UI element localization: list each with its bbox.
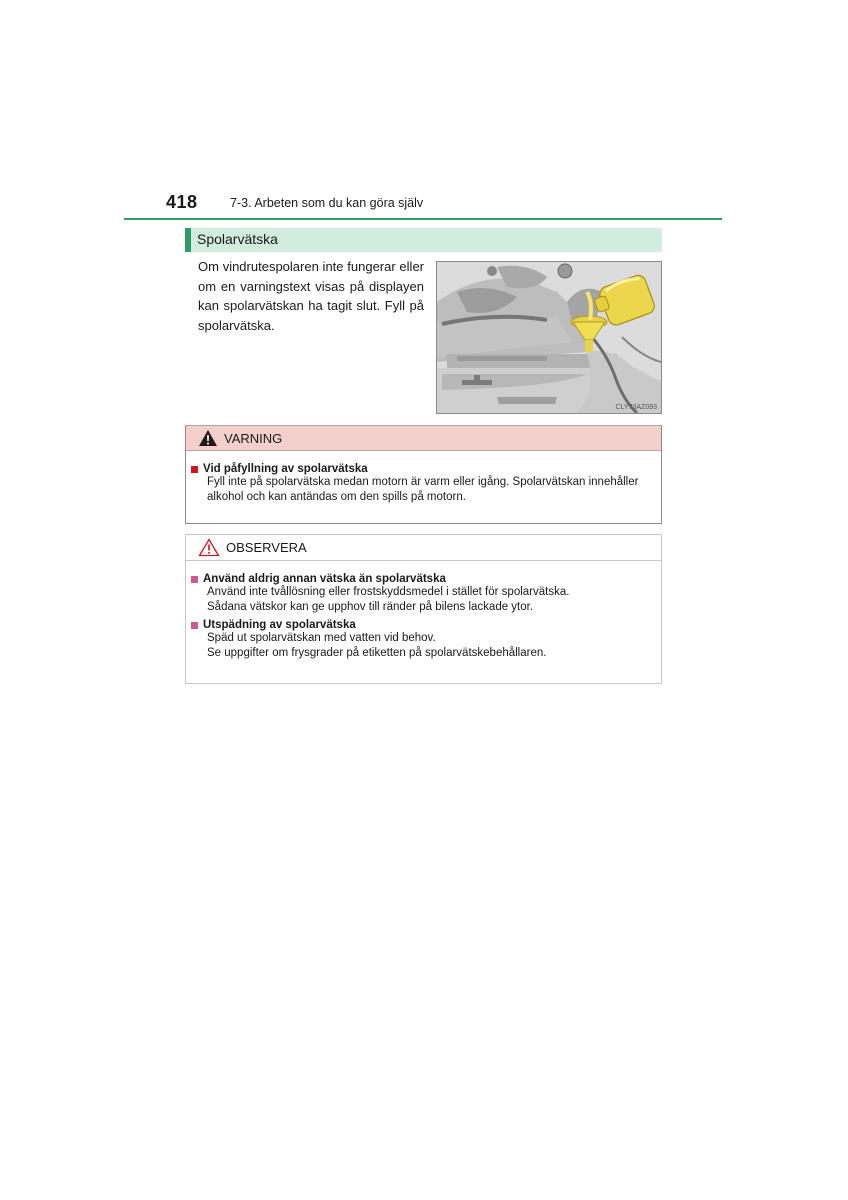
warning-header [186,425,661,451]
notice-box [185,534,662,684]
notice-heading: OBSERVERA [226,540,307,555]
page-header [124,188,722,220]
notice-item-line: Sådana vätskor kan ge upphov till ränder på bilens lackade ytor. [207,601,534,613]
notice-item-title: Utspädning av spolarvätska [191,619,661,631]
red-square-bullet-icon [191,466,198,473]
section-title: Spolarvätska [185,228,662,252]
warning-item-text: Fyll inte på spolarvätska medan motorn är varm eller igång. Spolarvätskan innehåller alkohol och kan antändas om den spills på motorn. [207,476,639,503]
warning-item-title: Vid påfyllning av spolarvätska [191,463,661,475]
pink-square-bullet-icon [191,622,198,629]
warning-box [185,425,662,524]
section-reference: 7-3. Arbeten som du kan göra själv [230,196,424,210]
notice-item-line: Späd ut spolarvätskan med vatten vid behov. [207,632,436,644]
notice-item-line: Se uppgifter om frysgrader på etiketten på spolarvätskebehållaren. [207,647,547,659]
engine-bay-illustration [436,261,662,414]
warning-triangle-icon [198,429,218,447]
notice-item-line: Använd inte tvållösning eller frostskyddsmedel i stället för spolarvätska. [207,586,570,598]
pink-square-bullet-icon [191,576,198,583]
intro-paragraph: Om vindrutespolaren inte fungerar eller om en varningstext visas på displayen kan spolarvätskan ha tagit slut. Fyll på spolarvätska. [198,259,424,333]
caution-triangle-icon [198,538,220,557]
image-code: CLY73AZ093 [615,404,657,411]
warning-heading: VARNING [224,430,283,446]
page-number: 418 [166,192,198,212]
notice-item [191,573,661,615]
notice-item-title: Använd aldrig annan vätska än spolarvätska [191,573,661,585]
notice-header [186,535,661,561]
notice-item [191,619,661,661]
